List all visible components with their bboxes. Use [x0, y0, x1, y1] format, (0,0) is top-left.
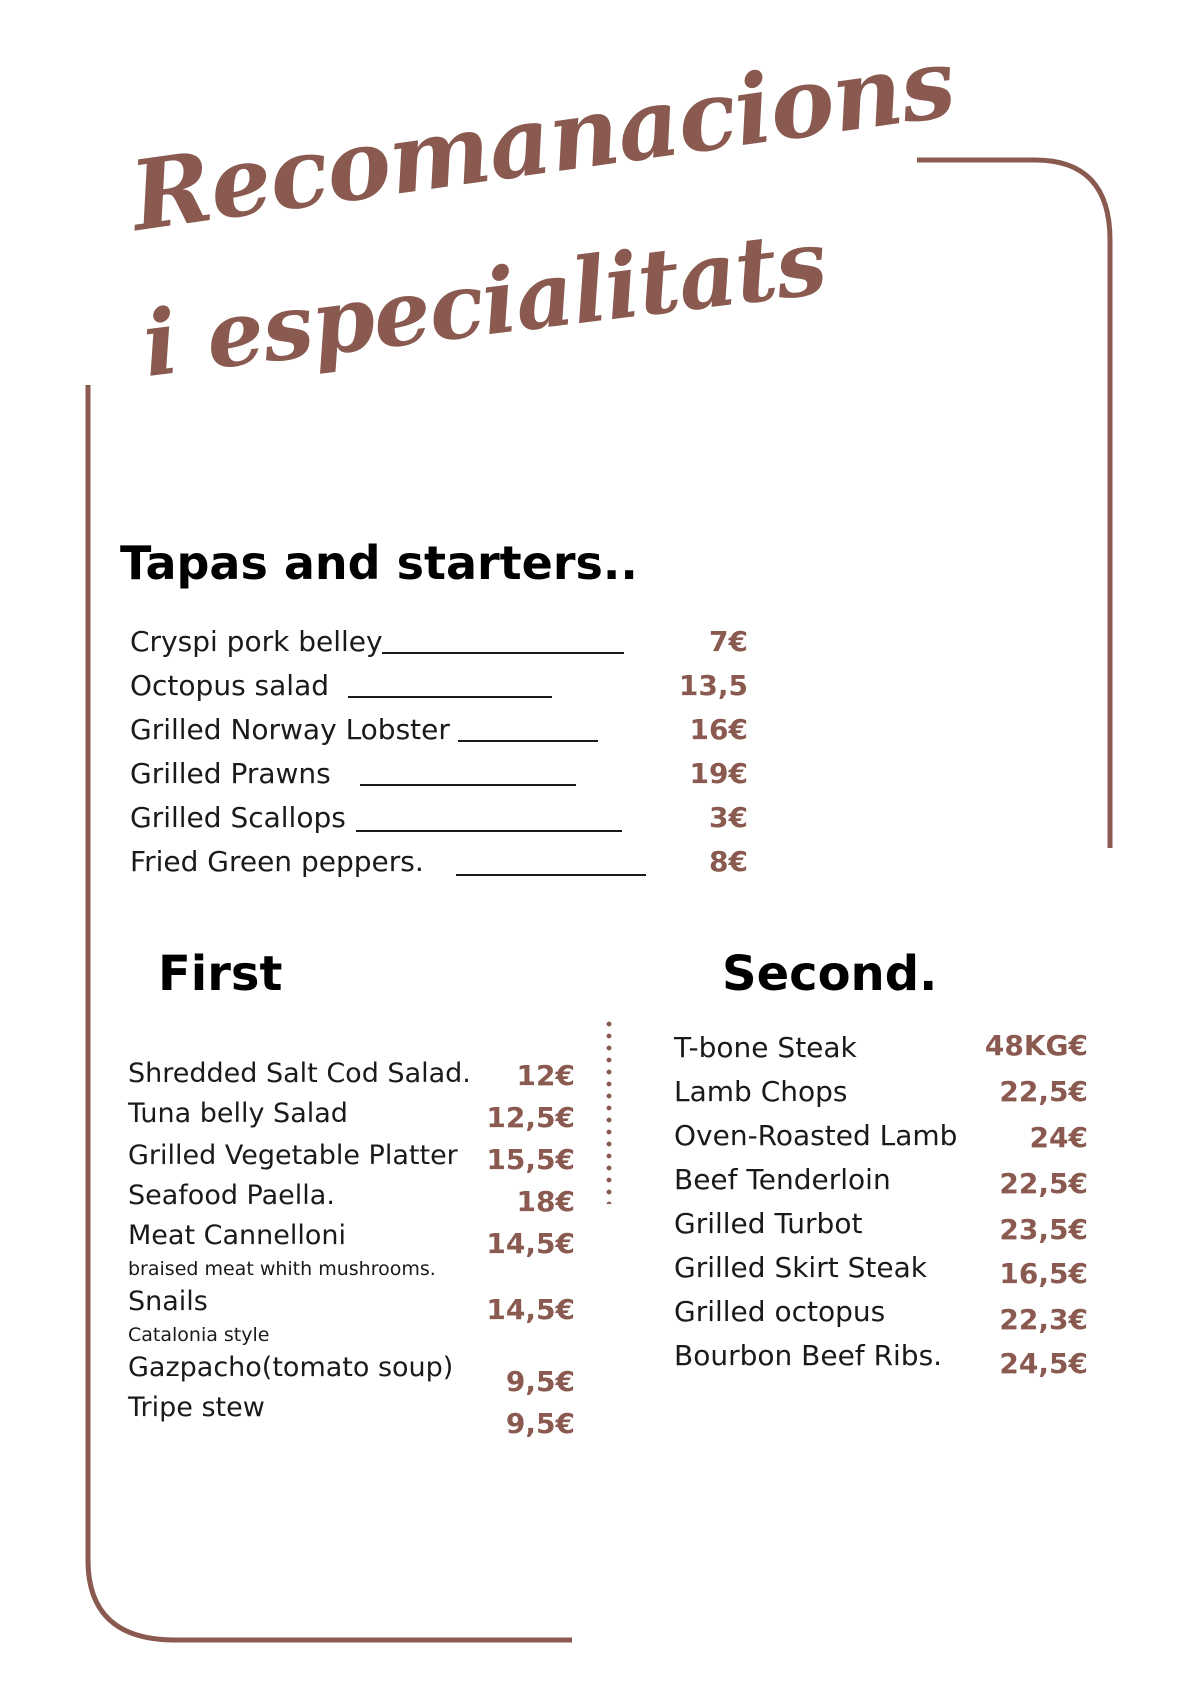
item-price: 24,5€ — [999, 1347, 1088, 1380]
item-price: 16,5€ — [999, 1257, 1088, 1290]
item-name: Grilled Skirt Steak — [674, 1251, 927, 1284]
second-heading: Second. — [722, 946, 938, 1002]
item-price: 3€ — [709, 801, 748, 834]
item-price: 9,5€ — [505, 1407, 575, 1440]
item-name: Tripe stew — [128, 1392, 265, 1423]
item-price: 16€ — [689, 713, 748, 746]
item-name: Grilled Turbot — [674, 1207, 863, 1240]
frame-top-right-corner — [917, 160, 1110, 848]
item-name: Meat Cannelloni — [128, 1220, 346, 1251]
item-name: Grilled Vegetable Platter — [128, 1140, 458, 1171]
tapas-heading: Tapas and starters.. — [120, 536, 638, 590]
item-name: Grilled Norway Lobster — [130, 713, 450, 746]
item-price: 48KG€ — [984, 1029, 1088, 1062]
title-line-1: Recomanacions — [124, 25, 961, 253]
item-price: 13,5 — [678, 669, 748, 702]
item-note: braised meat whith mushrooms. — [128, 1258, 436, 1280]
item-name: Shredded Salt Cod Salad. — [128, 1058, 471, 1089]
item-name: Beef Tenderloin — [674, 1163, 891, 1196]
item-name: Oven-Roasted Lamb — [674, 1119, 958, 1152]
item-name: Fried Green peppers. — [130, 845, 424, 878]
item-price: 14,5€ — [486, 1227, 575, 1260]
item-price: 22,5€ — [999, 1075, 1088, 1108]
leader-line — [382, 652, 624, 654]
item-price: 24€ — [1029, 1121, 1088, 1154]
item-price: 23,5€ — [999, 1213, 1088, 1246]
item-name: T-bone Steak — [674, 1031, 857, 1064]
item-price: 12,5€ — [486, 1101, 575, 1134]
leader-line — [360, 784, 576, 786]
item-name: Octopus salad — [130, 669, 330, 702]
item-name: Snails — [128, 1286, 208, 1317]
item-name: Grilled Scallops — [130, 801, 346, 834]
item-price: 15,5€ — [486, 1143, 575, 1176]
item-price: 19€ — [689, 757, 748, 790]
item-note: Catalonia style — [128, 1324, 270, 1346]
item-price: 22,3€ — [999, 1303, 1088, 1336]
item-price: 12€ — [516, 1059, 575, 1092]
item-name: Bourbon Beef Ribs. — [674, 1339, 943, 1372]
item-price: 9,5€ — [505, 1365, 575, 1398]
item-price: 14,5€ — [486, 1293, 575, 1326]
first-heading: First — [158, 946, 283, 1002]
item-price: 7€ — [709, 625, 748, 658]
title-line-2: i especialitats — [137, 209, 832, 398]
item-price: 22,5€ — [999, 1167, 1088, 1200]
item-price: 8€ — [709, 845, 748, 878]
leader-line — [458, 740, 598, 742]
item-price: 18€ — [516, 1185, 575, 1218]
item-name: Cryspi pork belley — [130, 625, 383, 658]
leader-line — [456, 874, 646, 876]
item-name: Grilled octopus — [674, 1295, 886, 1328]
leader-line — [356, 830, 622, 832]
item-name: Tuna belly Salad — [128, 1098, 348, 1129]
item-name: Grilled Prawns — [130, 757, 331, 790]
item-name: Gazpacho(tomato soup) — [128, 1352, 454, 1383]
leader-line — [348, 696, 552, 698]
item-name: Seafood Paella. — [128, 1180, 335, 1211]
dotted-divider — [606, 1018, 612, 1204]
item-name: Lamb Chops — [674, 1075, 848, 1108]
